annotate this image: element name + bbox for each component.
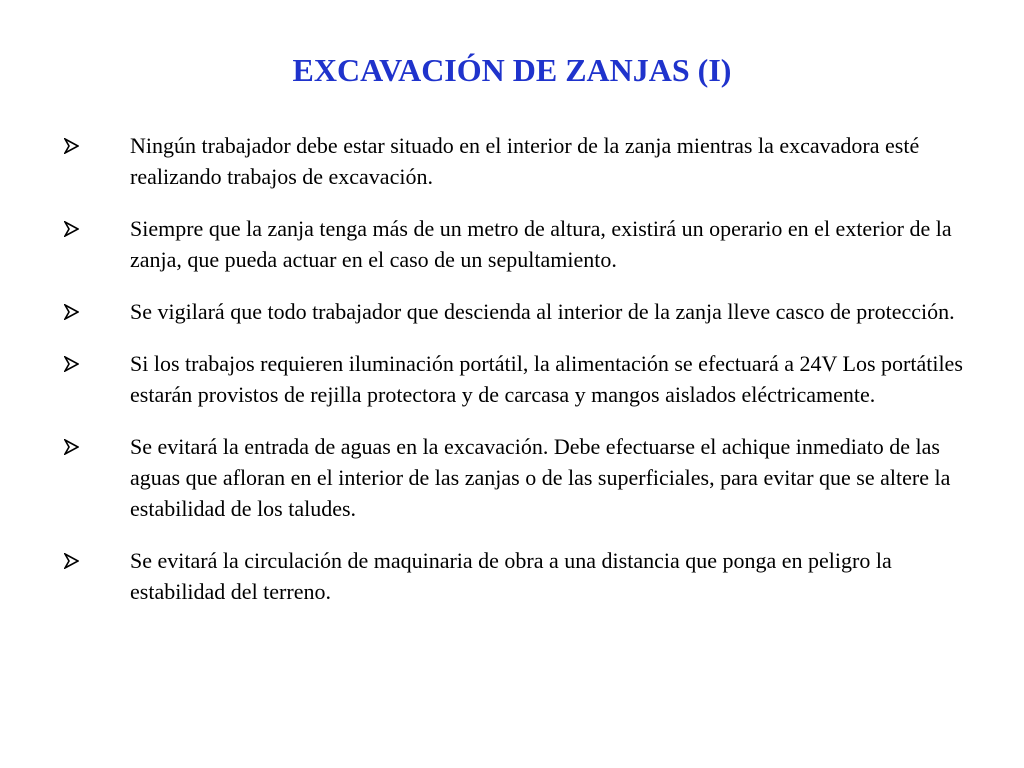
list-item <box>60 130 965 192</box>
arrowhead-bullet-icon <box>60 130 130 161</box>
arrowhead-bullet-icon <box>60 348 130 379</box>
slide-title: EXCAVACIÓN DE ZANJAS (I) <box>292 52 732 88</box>
list-item <box>60 545 965 607</box>
bullet-text: Siempre que la zanja tenga más de un metro de altura, existirá un operario en el exterior de la zanja, que pueda actuar en el caso de un sepultamiento. <box>130 216 952 272</box>
list-item <box>60 213 965 275</box>
bullet-text: Ningún trabajador debe estar situado en el interior de la zanja mientras la excavadora esté realizando trabajos de excavación. <box>130 133 920 189</box>
bullet-text: Se vigilará que todo trabajador que descienda al interior de la zanja lleve casco de protección. <box>130 299 955 324</box>
arrowhead-bullet-icon <box>60 545 130 576</box>
list-item <box>60 348 965 410</box>
arrowhead-bullet-icon <box>60 213 130 244</box>
bullet-list <box>60 130 965 628</box>
bullet-text: Si los trabajos requieren iluminación portátil, la alimentación se efectuará a 24V Los portátiles estarán provistos de rejilla protectora y de carcasa y mangos aislados eléctricamente. <box>130 351 963 407</box>
list-item <box>60 431 965 524</box>
bullet-text: Se evitará la circulación de maquinaria de obra a una distancia que ponga en peligro la estabilidad del terreno. <box>130 548 892 604</box>
arrowhead-bullet-icon <box>60 431 130 462</box>
arrowhead-bullet-icon <box>60 296 130 327</box>
bullet-text: Se evitará la entrada de aguas en la excavación. Debe efectuarse el achique inmediato de las aguas que afloran en el interior de las zanjas o de las superficiales, para evitar que se altere la estabilidad de los taludes. <box>130 434 951 521</box>
list-item <box>60 296 965 327</box>
